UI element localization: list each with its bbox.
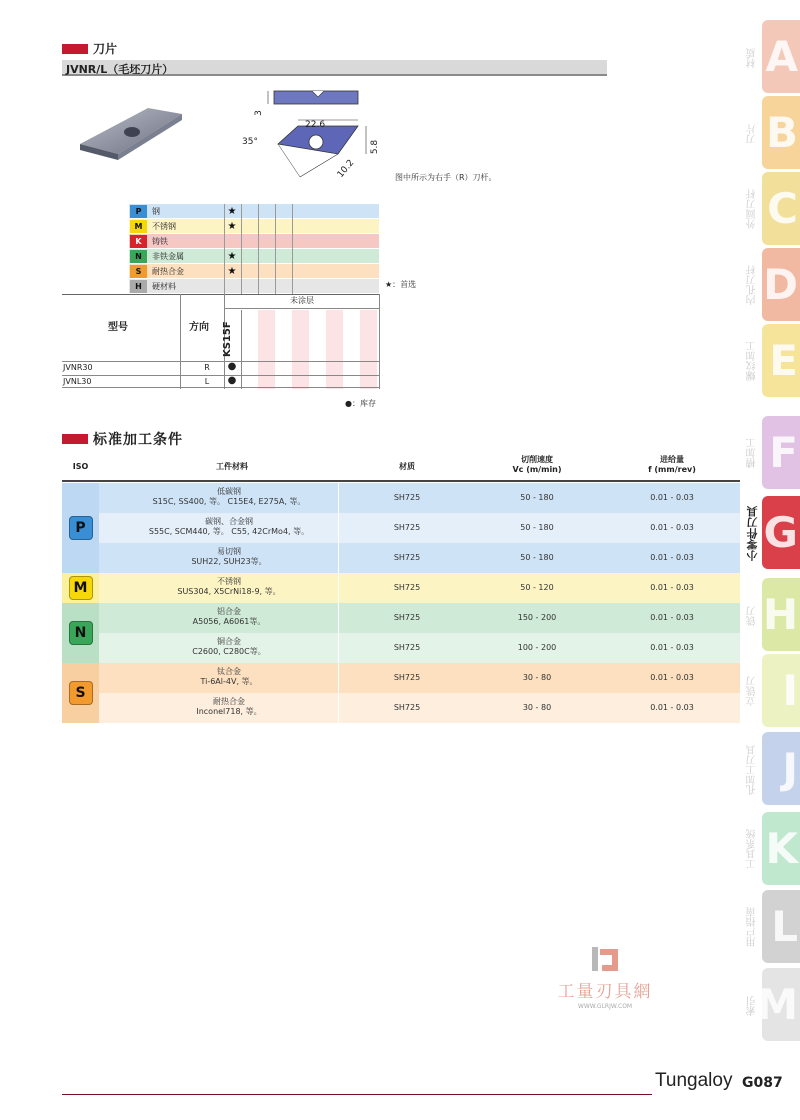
table-row <box>99 603 740 633</box>
iso-group-n <box>62 603 99 663</box>
tab-label: 立铣刀 <box>747 676 758 706</box>
feed-cell: 0.01 - 0.03 <box>650 703 694 712</box>
material-code-badge: N <box>130 250 147 263</box>
feed-cell: 0.01 - 0.03 <box>650 643 694 652</box>
workpiece-examples: Ti-6Al-4V, 等。 <box>200 677 258 686</box>
material-row <box>129 204 379 219</box>
legend-preferred: ★：首选 <box>385 280 417 289</box>
watermark-logo-icon <box>588 945 622 975</box>
grade-cell: SH725 <box>393 583 421 592</box>
tab-label: 槽加工 <box>747 438 758 468</box>
tab-letter: J <box>782 743 798 793</box>
watermark-url: WWW.GLRJW.COM <box>577 1003 633 1010</box>
header-feed <box>627 455 717 475</box>
material-code-badge: K <box>130 235 147 248</box>
header-feed-label: 进给量 <box>660 455 684 464</box>
iso-group-p <box>62 483 99 573</box>
direction: R <box>204 363 210 372</box>
speed-cell: 50 - 180 <box>520 553 554 562</box>
tab-label: 材质 <box>747 48 758 68</box>
material-code-badge: S <box>130 265 147 278</box>
index-tab-k[interactable] <box>762 812 800 885</box>
speed-cell: 50 - 120 <box>520 583 554 592</box>
brand-logo: Tungaloy <box>655 1070 733 1091</box>
index-tab-h[interactable] <box>762 578 800 651</box>
table-row <box>62 361 380 374</box>
tab-label: 铣刀 <box>747 606 758 626</box>
tab-label: 工具系统 <box>747 829 758 869</box>
workpiece-examples: A5056, A6061等。 <box>192 617 266 626</box>
workpiece-category: 铝合金 <box>217 607 241 616</box>
preferred-star: ★ <box>227 265 237 277</box>
tab-label-active: 小零件刀具 <box>746 506 759 562</box>
section-heading-inserts <box>62 40 117 57</box>
page-number: G087 <box>742 1075 783 1091</box>
header-workpiece: 工件材料 <box>216 462 248 471</box>
workpiece-category: 钛合金 <box>217 667 241 676</box>
tab-label: 螺纹加工 <box>747 341 758 381</box>
table-row <box>99 513 740 543</box>
material-name: 不锈钢 <box>152 221 176 231</box>
tab-label: 索引 <box>747 996 758 1016</box>
iso-group-s <box>62 663 99 723</box>
tab-letter: E <box>769 335 798 385</box>
tab-letter: B <box>765 107 798 157</box>
feed-cell: 0.01 - 0.03 <box>650 493 694 502</box>
iso-badge: S <box>69 681 93 705</box>
workpiece-examples: SUH22, SUH23等。 <box>191 557 267 566</box>
grid-line <box>241 204 242 294</box>
index-tab-e[interactable] <box>762 324 800 397</box>
index-tab-d[interactable] <box>762 248 800 321</box>
header-grade: 材质 <box>399 462 415 471</box>
tab-label: 孔加工刀具 <box>747 745 758 795</box>
workpiece-category: 不锈钢 <box>217 577 241 586</box>
header-speed-unit: Vc (m/min) <box>512 465 562 474</box>
tab-label: 内孔刀杆 <box>747 265 758 305</box>
material-row <box>129 264 379 279</box>
dimension-width: 22.6 <box>305 120 326 130</box>
grade-cell: SH725 <box>393 613 421 622</box>
speed-cell: 150 - 200 <box>517 613 557 622</box>
workpiece-examples: S15C, SS400, 等。 C15E4, E275A, 等。 <box>152 497 306 506</box>
insert-photo <box>78 100 188 165</box>
speed-cell: 30 - 80 <box>522 673 552 682</box>
stock-dot: ● <box>227 375 237 386</box>
feed-cell: 0.01 - 0.03 <box>650 673 694 682</box>
material-name: 非铁金属 <box>152 251 184 261</box>
grade-cell: SH725 <box>393 493 421 502</box>
grid-line <box>258 204 259 294</box>
tab-letter: C <box>767 183 798 233</box>
workpiece-category: 低碳钢 <box>217 487 241 496</box>
tab-letter: H <box>762 589 798 639</box>
section-marker <box>62 44 88 54</box>
grid-line <box>292 204 293 294</box>
material-row <box>129 234 379 249</box>
coating-header: 未涂层 <box>224 295 380 309</box>
material-row <box>129 279 379 294</box>
table-row <box>99 633 740 663</box>
index-tab-b[interactable] <box>762 96 800 169</box>
grade-cell: SH725 <box>393 523 421 532</box>
tab-letter: L <box>771 901 798 951</box>
model-code: JVNL30 <box>63 377 92 386</box>
table-row <box>99 693 740 723</box>
material-name: 铸铁 <box>152 236 168 246</box>
material-table <box>129 204 379 294</box>
workpiece-category: 易切钢 <box>217 547 241 556</box>
section-marker <box>62 434 88 444</box>
model-header-strip <box>62 60 607 76</box>
index-tab-a[interactable] <box>762 20 800 93</box>
grid-line <box>224 204 225 294</box>
preferred-star: ★ <box>227 250 237 262</box>
index-tab-j[interactable] <box>762 732 800 805</box>
speed-cell: 30 - 80 <box>522 703 552 712</box>
material-row <box>129 249 379 264</box>
section-title: 刀片 <box>93 42 118 56</box>
workpiece-cell <box>119 547 339 567</box>
tab-label: 外圆刀杆 <box>747 189 758 229</box>
header-speed <box>492 455 582 475</box>
grid-line <box>275 204 276 294</box>
iso-badge: N <box>69 621 93 645</box>
legend-stock: ●：库存 <box>345 399 376 408</box>
column-header-model: 型号 <box>108 322 128 333</box>
tab-letter: K <box>765 823 798 873</box>
material-name: 钢 <box>152 206 160 216</box>
drawing-note: 图中所示为右手（R）刀杆。 <box>395 173 497 182</box>
workpiece-examples: Inconel718, 等。 <box>196 707 262 716</box>
material-code-badge: P <box>130 205 147 218</box>
dimension-height: 5.8 <box>370 139 381 155</box>
workpiece-cell <box>119 577 339 597</box>
index-tab-g[interactable] <box>762 496 800 569</box>
table-row <box>62 375 380 388</box>
material-row <box>129 219 379 234</box>
iso-badge: P <box>69 516 93 540</box>
preferred-star: ★ <box>227 220 237 232</box>
feed-cell: 0.01 - 0.03 <box>650 553 694 562</box>
dimension-thickness: 3 <box>253 110 264 116</box>
index-tab-f[interactable] <box>762 416 800 489</box>
material-code-badge: M <box>130 220 147 233</box>
column-header-direction: 方向 <box>189 322 209 333</box>
workpiece-cell <box>119 697 339 717</box>
grade-cell: SH725 <box>393 643 421 652</box>
section-heading-conditions <box>62 429 183 449</box>
workpiece-cell <box>119 517 339 537</box>
model-code: JVNR30 <box>63 363 93 372</box>
column-divider <box>338 483 339 723</box>
workpiece-category: 铜合金 <box>217 637 241 646</box>
preferred-star: ★ <box>227 205 237 217</box>
grade-cell: SH725 <box>393 553 421 562</box>
insert-drawing <box>238 82 398 192</box>
index-tab-c[interactable] <box>762 172 800 245</box>
grade-cell: SH725 <box>393 703 421 712</box>
workpiece-examples: S55C, SCM440, 等。 C55, 42CrMo4, 等。 <box>148 527 310 536</box>
grade-cell: SH725 <box>393 673 421 682</box>
feed-cell: 0.01 - 0.03 <box>650 613 694 622</box>
speed-cell: 50 - 180 <box>520 493 554 502</box>
stock-dot: ● <box>227 361 237 372</box>
watermark <box>540 945 670 1010</box>
material-code-badge: H <box>130 280 147 293</box>
section-title: 标准加工条件 <box>93 432 183 448</box>
dimension-length: 10.2 <box>335 158 357 180</box>
tab-letter: G <box>763 507 798 557</box>
feed-cell: 0.01 - 0.03 <box>650 523 694 532</box>
index-tab-i[interactable] <box>762 654 800 727</box>
workpiece-cell <box>119 607 339 627</box>
workpiece-cell <box>119 637 339 657</box>
tab-label: 用户指南 <box>747 907 758 947</box>
header-speed-label: 切削速度 <box>521 455 553 464</box>
material-name: 硬材料 <box>152 281 176 291</box>
workpiece-examples: C2600, C280C等。 <box>192 647 266 656</box>
iso-badge: M <box>69 576 93 600</box>
grade-label: KS15F <box>222 321 233 357</box>
material-name: 耐热合金 <box>152 266 184 276</box>
iso-group-m <box>62 573 99 603</box>
model-header: JVNR/L（毛坯刀片） <box>66 63 174 76</box>
table-row <box>99 483 740 513</box>
footer-rule <box>62 1094 652 1095</box>
feed-cell: 0.01 - 0.03 <box>650 583 694 592</box>
workpiece-cell <box>119 667 339 687</box>
workpiece-cell <box>119 487 339 507</box>
workpiece-category: 碳钢、合金钢 <box>205 517 253 526</box>
index-tab-l[interactable] <box>762 890 800 963</box>
tab-letter: F <box>769 427 798 477</box>
header-iso: ISO <box>72 462 89 471</box>
table-row <box>99 573 740 603</box>
index-tab-m[interactable] <box>756 968 800 1041</box>
tab-letter: I <box>782 665 798 715</box>
direction: L <box>204 377 210 386</box>
table-row <box>99 663 740 693</box>
watermark-name: 工量刃具網 <box>557 982 653 1002</box>
header-feed-unit: f (mm/rev) <box>648 465 696 474</box>
workpiece-examples: SUS304, X5CrNi18-9, 等。 <box>177 587 281 596</box>
workpiece-category: 耐热合金 <box>213 697 245 706</box>
tab-letter: M <box>756 979 798 1029</box>
tab-letter: A <box>765 31 798 81</box>
tab-label: 刀片 <box>747 124 758 144</box>
conditions-table-header <box>62 452 740 482</box>
tab-letter: D <box>763 259 798 309</box>
speed-cell: 100 - 200 <box>517 643 557 652</box>
speed-cell: 50 - 180 <box>520 523 554 532</box>
table-row <box>99 543 740 573</box>
dimension-angle: 35° <box>242 137 258 147</box>
